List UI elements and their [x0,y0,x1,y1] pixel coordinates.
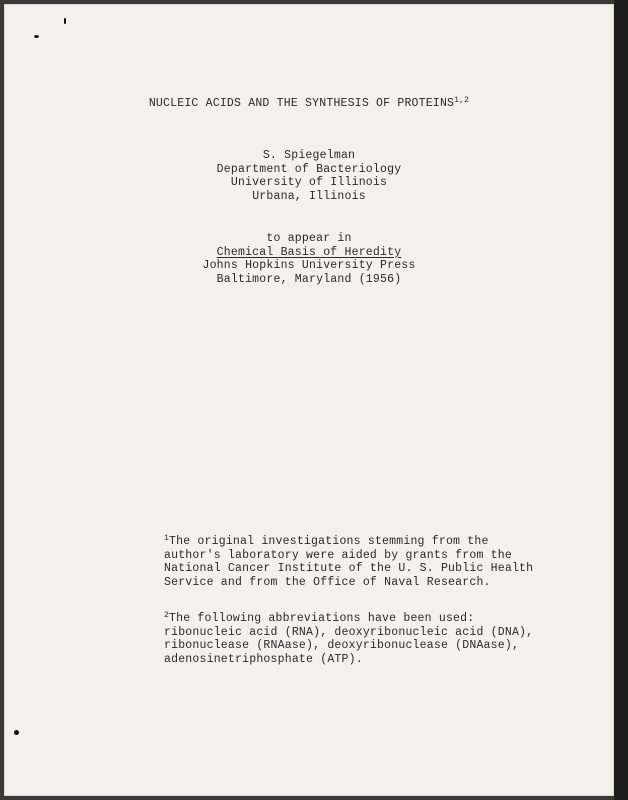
title-text: NUCLEIC ACIDS AND THE SYNTHESIS OF PROTEINS [148,97,455,110]
book-title: Chemical Basis of Heredity [216,245,402,259]
author-department: Department of Bacteriology [216,162,402,176]
footnote-line: The original investigations stemming from the [169,535,489,548]
title-footnote-markers: 1,2 [454,96,470,105]
footnote-line: adenosinetriphosphate (ATP). [164,652,363,666]
page-edge [614,0,628,800]
footnote-2 [164,609,533,666]
footnote-line: ribonucleic acid (RNA), deoxyribonucleic acid (DNA), [164,625,534,639]
publisher: Johns Hopkins University Press [202,259,416,273]
punch-hole [14,730,19,735]
footnote-line: National Cancer Institute of the U. S. Public Health [164,562,534,576]
footnote-marker: 1 [164,534,170,543]
appear-intro: to appear in [266,232,352,245]
author-location: Urbana, Illinois [252,189,366,203]
footnote-line: The following abbreviations have been used: [169,612,475,625]
author-university: University of Illinois [230,176,388,190]
document-title [4,94,614,111]
footnote-line: ribonuclease (RNAase), deoxyribonuclease (DNAase), [164,639,520,653]
publication-block [4,232,614,286]
ink-mark [64,18,66,24]
author-name: S. Spiegelman [262,149,356,162]
publisher-location: Baltimore, Maryland (1956) [216,272,402,286]
footnote-1 [164,532,533,589]
ink-mark [34,35,39,38]
footnote-line: author's laboratory were aided by grants from the [164,548,512,562]
author-block [4,149,614,203]
document-page [4,4,614,796]
footnote-marker: 2 [164,611,170,620]
footnote-line: Service and from the Office of Naval Research. [164,575,491,589]
